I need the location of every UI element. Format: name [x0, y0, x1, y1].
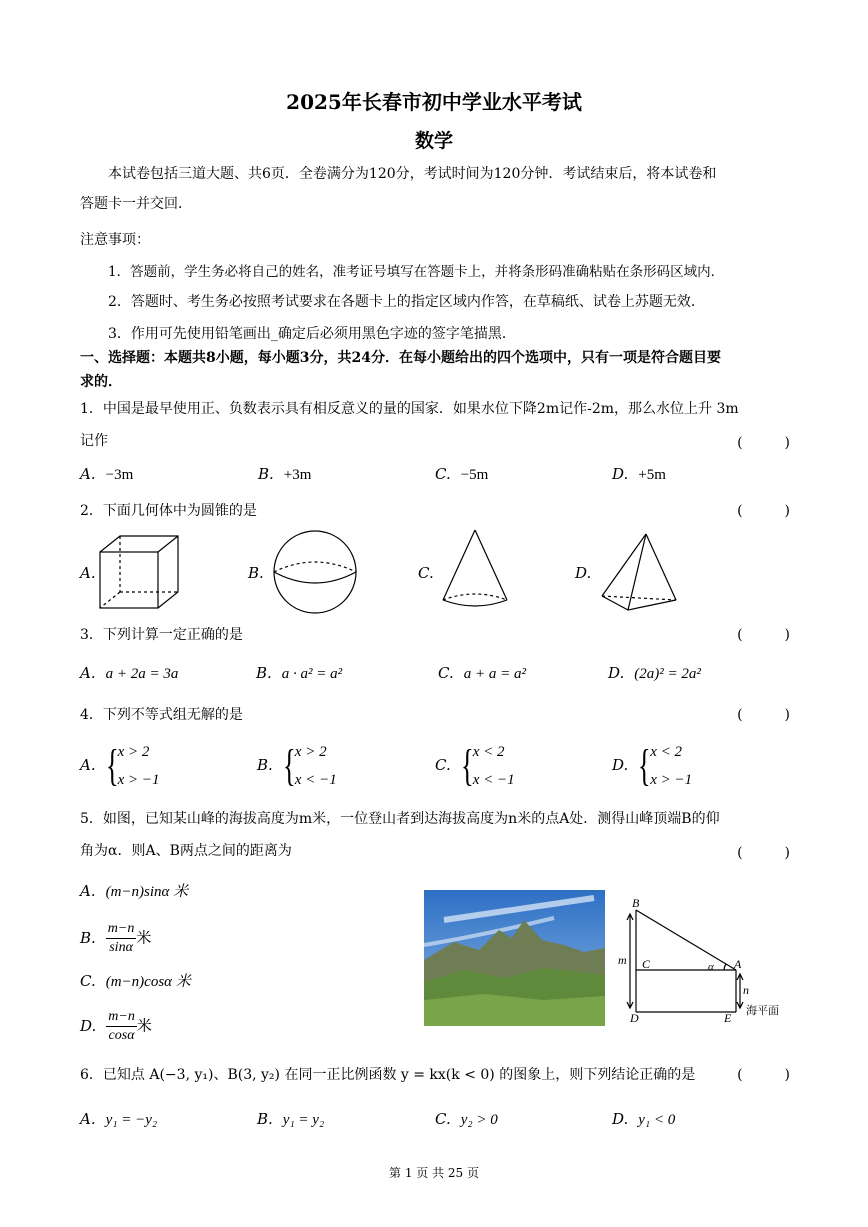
option-text: (2a)² = 2a² [634, 666, 701, 682]
pyramid-figure [598, 530, 682, 616]
notice-heading: 注意事项： [80, 232, 150, 248]
q6-option-d: D. y₁ < 0 [612, 1110, 676, 1128]
subject-title: 数学 [414, 130, 453, 152]
page-footer: 第 1 页 共 25 页 [389, 1166, 479, 1180]
answer-paren: ( ) [737, 503, 790, 519]
q2-option-b-label: B. [248, 564, 264, 582]
label-d: D [630, 1011, 639, 1022]
option-text: y₁ < 0 [638, 1112, 676, 1128]
label-e: E [724, 1011, 732, 1022]
elevation-diagram [612, 896, 802, 1022]
option-label: B. [258, 465, 274, 483]
option-text: a + a = a² [463, 666, 526, 682]
notice-item: 1．答题前，学生务必将自己的姓名，准考证号填写在答题卡上，并将条形码准确粘贴在条形码区域内． [108, 264, 725, 280]
label-m: m [618, 953, 627, 967]
q4-option-b: B. { x > 2 x < −1 [257, 741, 337, 790]
q3-option-b: B. a · a² = a² [256, 664, 343, 682]
option-label: D. [612, 465, 629, 483]
label-c: C [642, 957, 651, 971]
label-b: B [632, 896, 640, 910]
label-a: A [734, 957, 742, 971]
q1-stem-line-2: 记作 [80, 433, 108, 449]
q5-stem-line-2: 角为α．则A、B两点之间的距离为 [80, 843, 292, 859]
q3-option-a: A. a + 2a = 3a [80, 664, 179, 682]
q2-stem: 2．下面几何体中为圆锥的是 [80, 503, 257, 519]
q6-stem: 6．已知点 A(−3, y₁)、B(3, y₂) 在同一正比例函数 y = kx(k < 0) 的图象上，则下列结论正确的是 [80, 1067, 696, 1083]
answer-paren: ( ) [737, 627, 790, 643]
q4-stem: 4．下列不等式组无解的是 [80, 707, 243, 723]
q1-option-c [435, 465, 488, 484]
q3-option-d: D. (2a)² = 2a² [608, 664, 701, 682]
q6-option-b: B. y₁ = y₂ [257, 1110, 325, 1128]
q2-option-a-label: A. [80, 564, 96, 582]
option-label: C. [435, 465, 451, 483]
cube-figure [96, 532, 186, 612]
option-text: (m−n)sinα 米 [105, 884, 189, 900]
option-text: −5m [460, 467, 489, 483]
answer-paren: ( ) [737, 707, 790, 723]
q1-option-d [612, 465, 666, 484]
q1-stem-line-1: 1．中国是最早使用正、负数表示具有相反意义的量的国家．如果水位下降2m记作-2m，那么水位上升 3m [80, 401, 739, 417]
exam-title: 2025年长春市初中学业水平考试 [286, 90, 582, 114]
sphere-figure [270, 528, 362, 616]
label-sea-level: 海平面 [746, 1004, 779, 1017]
section-heading-line-2: 求的． [80, 374, 122, 390]
q3-option-c: C. a + a = a² [438, 664, 526, 682]
q4-option-d: D. { x < 2 x > −1 [612, 741, 693, 790]
cone-figure [438, 526, 512, 612]
option-label: A. [80, 465, 96, 483]
intro-line-1: 本试卷包括三道大题、共6页．全卷满分为120分，考试时间为120分钟．考试结束后，将本试卷和 [108, 166, 717, 182]
notice-item: 3．作用可先使用铅笔画出_确定后必须用黑色字迹的签字笔描黑． [108, 326, 516, 342]
q5-option-a: A. (m−n)sinα 米 [80, 882, 189, 900]
q3-stem: 3．下列计算一定正确的是 [80, 627, 243, 643]
mountain-photo [424, 890, 605, 1026]
option-text: y₂ > 0 [460, 1112, 498, 1128]
option-text: +5m [638, 467, 666, 483]
option-text: a · a² = a² [281, 666, 343, 682]
intro-line-2: 答题卡一并交回． [80, 196, 192, 212]
q5-option-b: B. $\frac{m-n}{\sin\alpha}$ 米 [80, 921, 152, 955]
option-text: −3m [105, 467, 134, 483]
q5-stem-line-1: 5．如图，已知某山峰的海拔高度为m米，一位登山者到达海拔高度为n米的点A处．测得山峰顶端B的仰 [80, 811, 720, 827]
option-text: y₁ = −y₂ [105, 1112, 158, 1128]
option-text: a + 2a = 3a [105, 666, 179, 682]
q1-option-b [258, 465, 311, 484]
option-text: y₁ = y₂ [282, 1112, 325, 1128]
answer-paren: ( ) [737, 1067, 790, 1083]
q2-option-c-label: C. [418, 564, 434, 582]
q1-option-a [80, 465, 133, 484]
q6-option-a: A. y₁ = −y₂ [80, 1110, 158, 1128]
q5-option-d: D. $\frac{m-n}{\cos\alpha}$ 米 [80, 1009, 152, 1043]
label-n: n [743, 983, 749, 997]
option-text: (m−n)cosα 米 [105, 974, 191, 990]
q4-option-a: A. { x > 2 x > −1 [80, 741, 160, 790]
label-alpha: α [708, 961, 714, 973]
q6-option-c: C. y₂ > 0 [435, 1110, 498, 1128]
answer-paren: ( ) [737, 435, 790, 451]
option-text: +3m [283, 467, 312, 483]
q5-option-c: C. (m−n)cosα 米 [80, 972, 191, 990]
q2-option-d-label: D. [575, 564, 592, 582]
section-heading-line-1: 一、选择题：本题共8小题，每小题3分，共24分．在每小题给出的四个选项中，只有一项是符合题目要 [80, 350, 721, 366]
notice-item: 2．答题时、考生务必按照考试要求在各题卡上的指定区域内作答，在草稿纸、试卷上苏题无效． [108, 294, 705, 310]
answer-paren: ( ) [737, 845, 790, 861]
q4-option-c: C. { x < 2 x < −1 [435, 741, 515, 790]
